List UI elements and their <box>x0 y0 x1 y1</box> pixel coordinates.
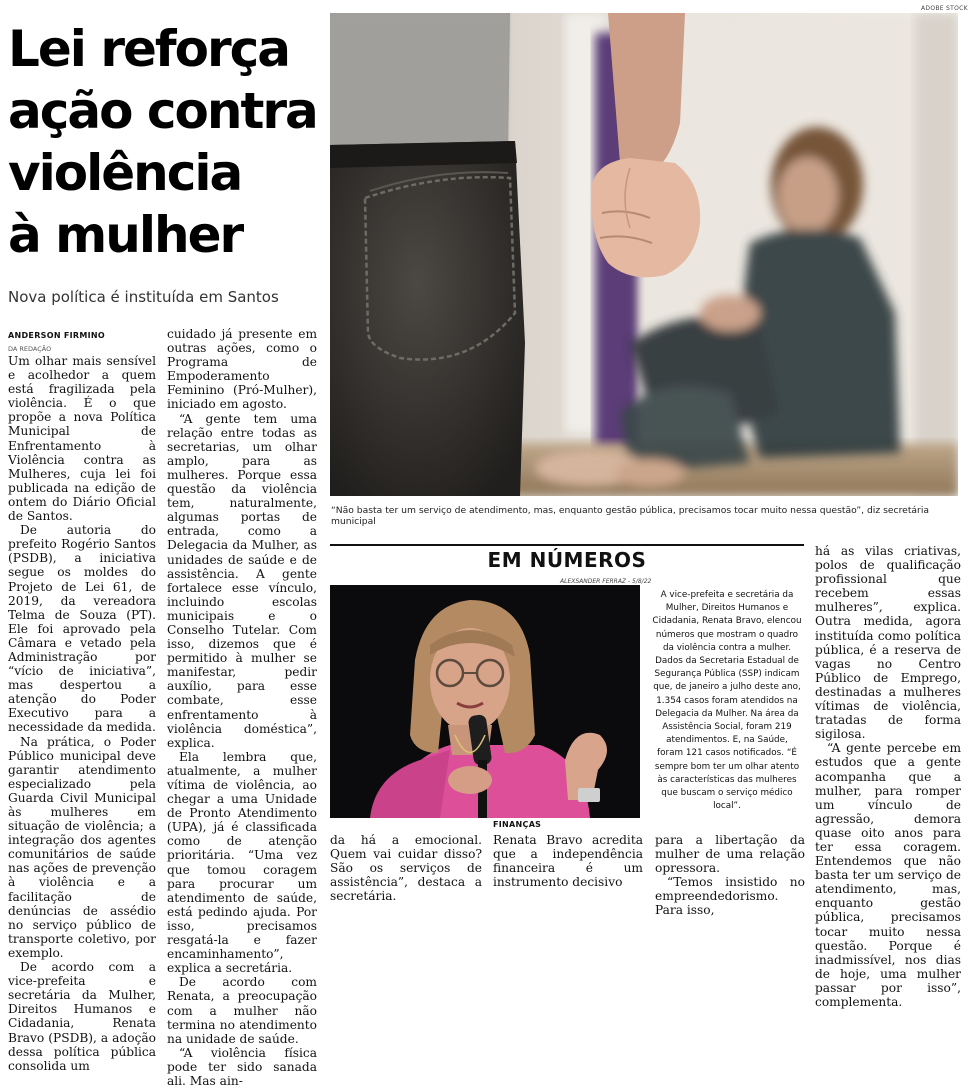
paragraph: para a libertação da mulher de uma relação opressora. <box>655 833 805 876</box>
article-column-6 <box>815 544 961 1009</box>
article-column-1 <box>8 354 156 1073</box>
main-photo <box>330 13 958 496</box>
paragraph: De acordo com a vice-prefeita e secretária da Mulher, Direitos Humanos e Cidadania, Renata Bravo (PSDB), a adoção dessa política pública consolida um <box>8 960 156 1073</box>
paragraph: Renata Bravo acredita que a independência financeira é um instrumento decisivo <box>493 833 643 890</box>
paragraph: “A violência física pode ter sido sanada ali. Mas ain- <box>167 1045 317 1088</box>
photo-credit: ADOBE STOCK <box>921 5 968 12</box>
paragraph: Na prática, o Poder Público municipal deve garantir atendimento especializado pela Guarda Civil Municipal às mulheres em situação de violência; a integração dos agentes comunitários de saúde nas ações de prevenção à violência e a facilitação de denúncias de assédio no serviço público de transporte coletivo, por exemplo. <box>8 734 156 960</box>
box-top-rule <box>330 544 804 546</box>
subtitle: Nova política é instituída em Santos <box>8 288 279 306</box>
author-name: ANDERSON FIRMINO <box>8 331 106 340</box>
headline-line: Lei reforça <box>8 20 290 78</box>
renata-photo <box>330 585 640 818</box>
section-label: FINANÇAS <box>493 820 542 829</box>
main-photo-illustration <box>330 13 958 496</box>
paragraph: De autoria do prefeito Rogério Santos (PSDB), a iniciativa segue os moldes do Projeto de Lei 61, de 2019, da vereadora Telma de Souza (PT). Ele foi aprovado pela Câmara e vetado pela Administração por “vício de iniciativa”, mas despertou a atenção do Poder Executivo para a necessidade da medida. <box>8 523 156 735</box>
author-desk: DA REDAÇÃO <box>8 345 52 353</box>
headline-line: ação contra <box>8 82 317 140</box>
paragraph: Um olhar mais sensível e acolhedor a quem está fragilizada pela violência. É o que propõe a nova Política Municipal de Enfrentamento à Violência contra as Mulheres, cuja lei foi publicada na edição de ontem do Diário Oficial de Santos. <box>8 354 156 524</box>
article-column-5 <box>655 833 805 918</box>
paragraph: há as vilas criativas, polos de qualificação profissional que recebem essas mulheres”, explica. Outra medida, agora instituída como política pública, é a reserva de vagas no Centro Público de Emprego, destinadas a mulheres vítimas de violência, tratadas de forma sigilosa. <box>815 544 961 742</box>
paragraph: da há a emocional. Quem vai cuidar disso? São os serviços de assistência”, destaca a secretária. <box>330 833 482 904</box>
headline <box>8 18 328 266</box>
headline-line: violência <box>8 144 242 202</box>
article-column-2 <box>167 327 317 1088</box>
article-column-3 <box>330 833 482 903</box>
paragraph: “A gente percebe em estudos que a gente acompanha que a mulher, para romper um vínculo de agressão, demora quase oito anos para ter essa coragem. Entendemos que não basta ter um serviço de atendimento, mas, enquanto gestão pública, precisamos tocar muito nessa questão. Porque é inadmissível, nos dias de hoje, uma mulher passar por isso”, complementa. <box>815 741 961 1009</box>
paragraph: “Temos insistido no empreendedorismo. Para isso, <box>655 875 805 918</box>
article-column-4 <box>493 833 643 889</box>
paragraph: Ela lembra que, atualmente, a mulher vítima de violência, ao chegar a uma Unidade de Pronto Atendimento (UPA), já é classificada como de atenção prioritária. “Uma vez que tomou coragem para procurar um atendimento de saúde, está pedindo ajuda. Por isso, precisamos resgatá-la e fazer encaminhamento”, explica a secretária. <box>167 749 317 976</box>
box-title: EM NÚMEROS <box>487 548 647 572</box>
box-photo-credit: ALEXSANDER FERRAZ - 5/8/22 <box>560 578 652 585</box>
paragraph: De acordo com Renata, a preocupação com a mulher não termina no atendimento na unidade de saúde. <box>167 975 317 1046</box>
paragraph: “A gente tem uma relação entre todas as secretarias, um olhar amplo, para as mulheres. Porque essa questão da violência tem, naturalmente, algumas portas de entrada, como a Delegacia da Mulher, as unidades de saúde e de assistência. A gente fortalece esse vínculo, incluindo escolas municipais e o Conselho Tutelar. Com isso, dizemos que é permitido à mulher se manifestar, pedir auxílio, para esse combate, esse enfrentamento à violência doméstica”, explica. <box>167 411 317 750</box>
headline-line: à mulher <box>8 206 243 264</box>
photo-caption: “Não basta ter um serviço de atendimento, mas, enquanto gestão pública, precisamos tocar muito nessa questão”, diz secretária municipal <box>331 505 930 527</box>
renata-photo-illustration <box>330 585 640 818</box>
paragraph: cuidado já presente em outras ações, como o Programa de Empoderamento Feminino (Pró-Mulher), iniciado em agosto. <box>167 327 317 412</box>
box-text: A vice-prefeita e secretária da Mulher, Direitos Humanos e Cidadania, Renata Bravo, elencou números que mostram o quadro da violência contra a mulher. Dados da Secretaria Estadual de Segurança Pública (SSP) indicam que, de janeiro a julho deste ano, 1.354 casos foram atendidos na Delegacia da Mulher. Na área da Assistência Social, foram 219 atendimentos. E, na Saúde, foram 121 casos notificados. “É sempre bom ter um olhar atento às características das mulheres que buscam o serviço médico local”. <box>652 590 802 812</box>
